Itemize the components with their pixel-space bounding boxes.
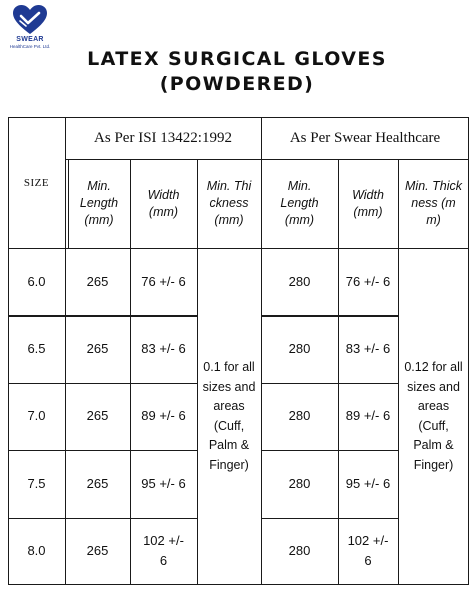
isi-width-cell: 76 +/- 6 xyxy=(141,273,186,289)
table-border xyxy=(68,159,69,248)
table-border xyxy=(8,315,197,316)
sw-width-cell: 83 +/- 6 xyxy=(345,341,391,357)
table-border xyxy=(398,159,399,585)
sw-length-cell: 280 xyxy=(288,543,311,559)
table-border xyxy=(8,117,9,585)
isi-length-cell: 265 xyxy=(86,341,109,357)
sw-length-cell: 280 xyxy=(288,475,311,491)
table-border xyxy=(130,159,131,585)
isi-length-cell: 265 xyxy=(86,408,109,424)
table-border xyxy=(197,159,198,585)
spec-table xyxy=(8,117,469,585)
col-header-isi-width: Width (mm) xyxy=(147,187,180,219)
page-title-line2: (POWDERED) xyxy=(159,73,315,95)
table-border xyxy=(261,383,398,384)
isi-width-cell: 83 +/- 6 xyxy=(141,341,186,357)
col-header-isi-length: Min. Length (mm) xyxy=(79,179,119,227)
col-header-isi-thickness: Min. Thickness (mm) xyxy=(206,179,252,227)
isi-width-cell: 102 +/- 6 xyxy=(143,533,184,569)
table-border xyxy=(8,518,197,519)
isi-length-cell: 265 xyxy=(86,475,109,491)
sw-length-cell: 280 xyxy=(288,341,311,357)
group-header-isi: As Per ISI 13422:1992 xyxy=(94,129,232,146)
size-cell: 6.5 xyxy=(27,341,46,357)
table-border xyxy=(8,383,197,384)
page-title-line1: LATEX SURGICAL GLOVES xyxy=(87,48,387,70)
company-logo xyxy=(3,4,57,52)
table-border xyxy=(8,584,469,585)
size-cell: 6.0 xyxy=(27,273,46,289)
table-border xyxy=(468,117,469,585)
sw-width-cell: 95 +/- 6 xyxy=(345,475,391,491)
sw-length-cell: 280 xyxy=(288,273,311,289)
sw-width-cell: 89 +/- 6 xyxy=(345,408,391,424)
col-header-sw-thickness: Min. Thickness (mm) xyxy=(405,179,462,227)
isi-width-cell: 95 +/- 6 xyxy=(141,475,186,491)
isi-width-cell: 89 +/- 6 xyxy=(141,408,186,424)
logo-subtitle: HealthCare Pvt. Ltd. xyxy=(9,44,51,49)
sw-thickness-merged: 0.12 for all sizes and areas (Cuff, Palm & Finger) xyxy=(404,360,463,472)
table-border xyxy=(65,159,469,160)
table-border xyxy=(261,518,398,519)
size-cell: 7.0 xyxy=(27,408,46,424)
table-border xyxy=(261,315,398,316)
table-border xyxy=(8,117,469,118)
sw-length-cell: 280 xyxy=(288,408,311,424)
table-border xyxy=(338,159,339,585)
logo-brand: SWEAR xyxy=(16,36,44,43)
isi-thickness-merged: 0.1 for all sizes and areas (Cuff, Palm & Finger) xyxy=(202,360,256,472)
isi-length-cell: 265 xyxy=(86,543,109,559)
table-border xyxy=(8,450,197,451)
col-header-sw-width: Width (mm) xyxy=(352,187,384,219)
group-header-swear: As Per Swear Healthcare xyxy=(289,129,441,146)
col-header-sw-length: Min. Length (mm) xyxy=(280,179,319,227)
sw-width-cell: 102 +/- 6 xyxy=(347,533,389,569)
size-cell: 7.5 xyxy=(27,475,46,491)
table-border xyxy=(261,450,398,451)
table-border xyxy=(65,117,66,585)
isi-length-cell: 265 xyxy=(86,273,109,289)
size-cell: 8.0 xyxy=(27,543,46,559)
table-border xyxy=(261,117,262,585)
heart-hands-icon xyxy=(12,4,48,36)
table-border xyxy=(8,248,469,249)
sw-width-cell: 76 +/- 6 xyxy=(345,273,391,289)
size-header: SIZE xyxy=(23,176,50,189)
